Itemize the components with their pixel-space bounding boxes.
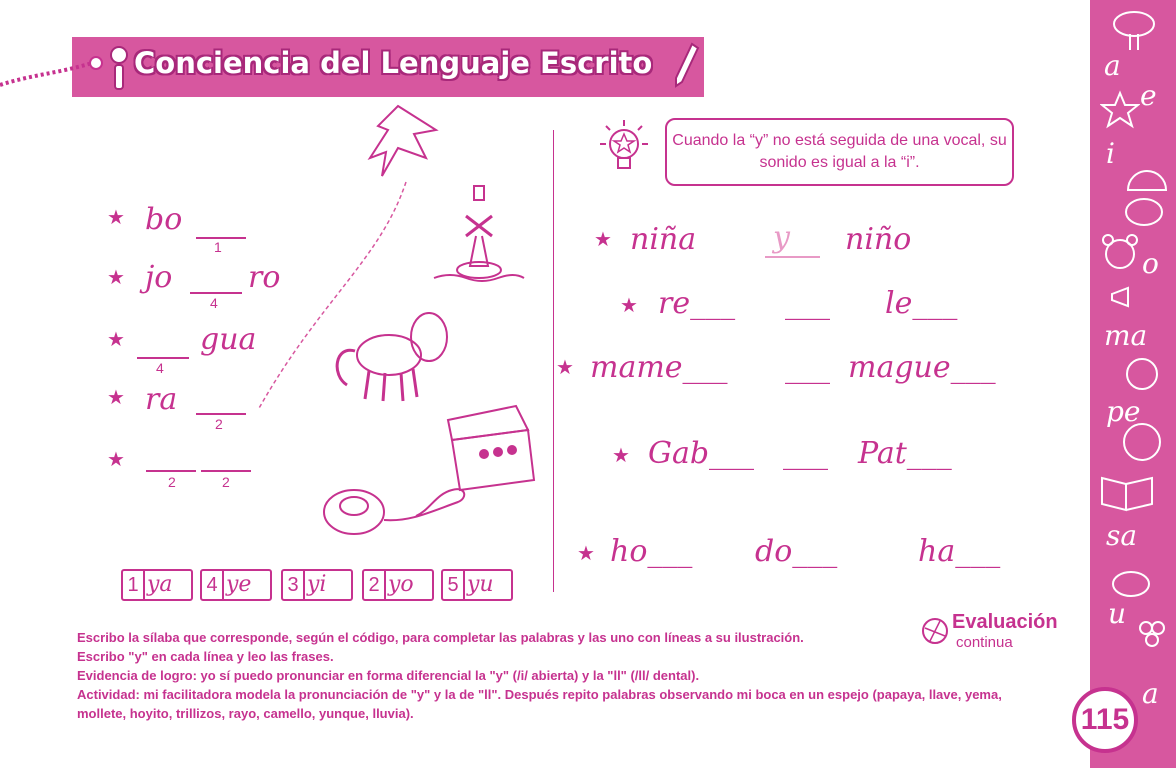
instruction-line: Evidencia de logro: yo sí puedo pronunciar en forma diferencial la "y" (/i/ abierta) y la "ll" (/ll/ dental).: [77, 668, 700, 683]
syllable: ra: [145, 382, 178, 417]
buoy-icon: [430, 180, 526, 292]
instructions-block: [77, 628, 1037, 723]
column-divider: [553, 130, 554, 592]
strip-letter: u: [1108, 597, 1127, 630]
sentence-word: ___: [785, 350, 830, 385]
strip-letter: o: [1142, 247, 1159, 280]
code-key-box: [200, 569, 272, 601]
igloo-icon: [1124, 160, 1170, 194]
sentence-word: do___: [755, 534, 838, 569]
activity-line: [77, 685, 1037, 723]
lightbulb-icon: [594, 118, 654, 180]
sentence-word: niña: [630, 222, 697, 257]
code-number: 2: [168, 474, 176, 490]
code-key-syllable: yu: [467, 572, 494, 597]
instruction-line: Escribo la sílaba que corresponde, según el código, para completar las palabras y las uno con líneas a su ilustración.: [77, 630, 804, 645]
sentence-word: ___: [783, 436, 828, 471]
sentence-word: y: [773, 220, 790, 255]
evaluation-subtitle: continua: [956, 634, 1013, 651]
code-key-box: [121, 569, 193, 601]
code-key-number: 2: [364, 571, 386, 599]
sentence-word: niño: [845, 222, 912, 257]
code-key-number: 4: [202, 571, 224, 599]
sentence-word: re___: [658, 286, 736, 321]
code-key-number: 3: [283, 571, 305, 599]
strip-letter: a: [1104, 49, 1121, 82]
strip-letter: ma: [1104, 319, 1148, 352]
star-bullet: ★: [577, 543, 595, 565]
sentence-word: ___: [785, 286, 830, 321]
answer-blank[interactable]: [201, 470, 251, 472]
star-bullet: ★: [107, 329, 125, 351]
star-bullet: ★: [107, 449, 125, 471]
syllable: jo: [145, 260, 173, 295]
side-decoration-strip: [1090, 0, 1176, 768]
code-key-number: 1: [123, 571, 145, 599]
sentence-word: Pat___: [858, 436, 952, 471]
ball-icon: [1120, 420, 1164, 464]
pencil-icon: [672, 42, 700, 90]
answer-blank[interactable]: [765, 256, 820, 258]
answer-blank[interactable]: [137, 357, 189, 359]
code-key-number: 5: [443, 571, 465, 599]
book-icon: [1098, 470, 1158, 514]
speech-bubble-icon: [1120, 196, 1164, 232]
strip-letter: e: [1140, 79, 1157, 112]
code-key-box: [441, 569, 513, 601]
magnifier-icon: [106, 45, 132, 91]
grapes-icon: [1134, 612, 1170, 658]
code-key-syllable: yi: [307, 572, 327, 597]
syllable: bo: [145, 202, 183, 237]
rope-decoration: [0, 55, 110, 95]
instruction-line: Escribo "y" en cada línea y leo las frases.: [77, 649, 334, 664]
pony-icon: [325, 295, 465, 415]
code-key-syllable: ye: [226, 572, 252, 597]
code-key-syllable: ya: [147, 572, 173, 597]
strip-letter: a: [1142, 677, 1159, 710]
answer-blank[interactable]: [190, 292, 242, 294]
activity-text: : mi facilitadora modela la pronunciación de "y" y la de "ll". Después repito palabras observando mi boca en un espejo (papaya, llave, yema, mollete, hoyito, trillizos, rayo, camello, yunque, lluvia).: [77, 687, 1002, 721]
evaluation-title: Evaluación: [952, 611, 1058, 633]
star-bullet: ★: [612, 445, 630, 467]
page-number: 115: [1072, 687, 1138, 753]
star-bullet: ★: [594, 229, 612, 251]
sentence-word: Gab___: [648, 436, 755, 471]
answer-blank[interactable]: [146, 470, 196, 472]
strip-letter: i: [1106, 137, 1115, 170]
star-icon: [1100, 90, 1140, 130]
strip-letter: pe: [1106, 395, 1141, 428]
star-bullet: ★: [107, 387, 125, 409]
page-title: Conciencia del Lenguaje Escrito: [134, 46, 653, 80]
strip-letter: sa: [1106, 519, 1138, 552]
apple-icon: [1122, 352, 1162, 392]
code-key-syllable: yo: [388, 572, 414, 597]
frog-icon: [1106, 560, 1156, 600]
syllable: gua: [200, 322, 257, 357]
code-key-box: [281, 569, 353, 601]
yoyo-icon: [320, 482, 470, 552]
code-number: 4: [156, 360, 164, 376]
star-bullet: ★: [556, 357, 574, 379]
sentence-word: mague___: [848, 350, 996, 385]
code-number: 2: [215, 416, 223, 432]
answer-blank[interactable]: [196, 413, 246, 415]
star-bullet: ★: [107, 267, 125, 289]
sentence-word: le___: [885, 286, 958, 321]
star-bullet: ★: [620, 295, 638, 317]
info-box: Cuando la “y” no está seguida de una vocal, su sonido es igual a la “i”.: [665, 118, 1014, 186]
code-key-box: [362, 569, 434, 601]
code-number: 1: [214, 239, 222, 255]
sentence-word: ho___: [610, 534, 693, 569]
bear-icon: [1098, 230, 1142, 274]
activity-label: Actividad: [77, 687, 136, 702]
syllable: ro: [248, 260, 281, 295]
code-number: 4: [210, 295, 218, 311]
star-bullet: ★: [107, 207, 125, 229]
tree-icon: [1104, 8, 1164, 52]
megaphone-icon: [1108, 282, 1148, 312]
code-number: 2: [222, 474, 230, 490]
sentence-word: mame___: [590, 350, 728, 385]
sentence-word: ha___: [918, 534, 1001, 569]
